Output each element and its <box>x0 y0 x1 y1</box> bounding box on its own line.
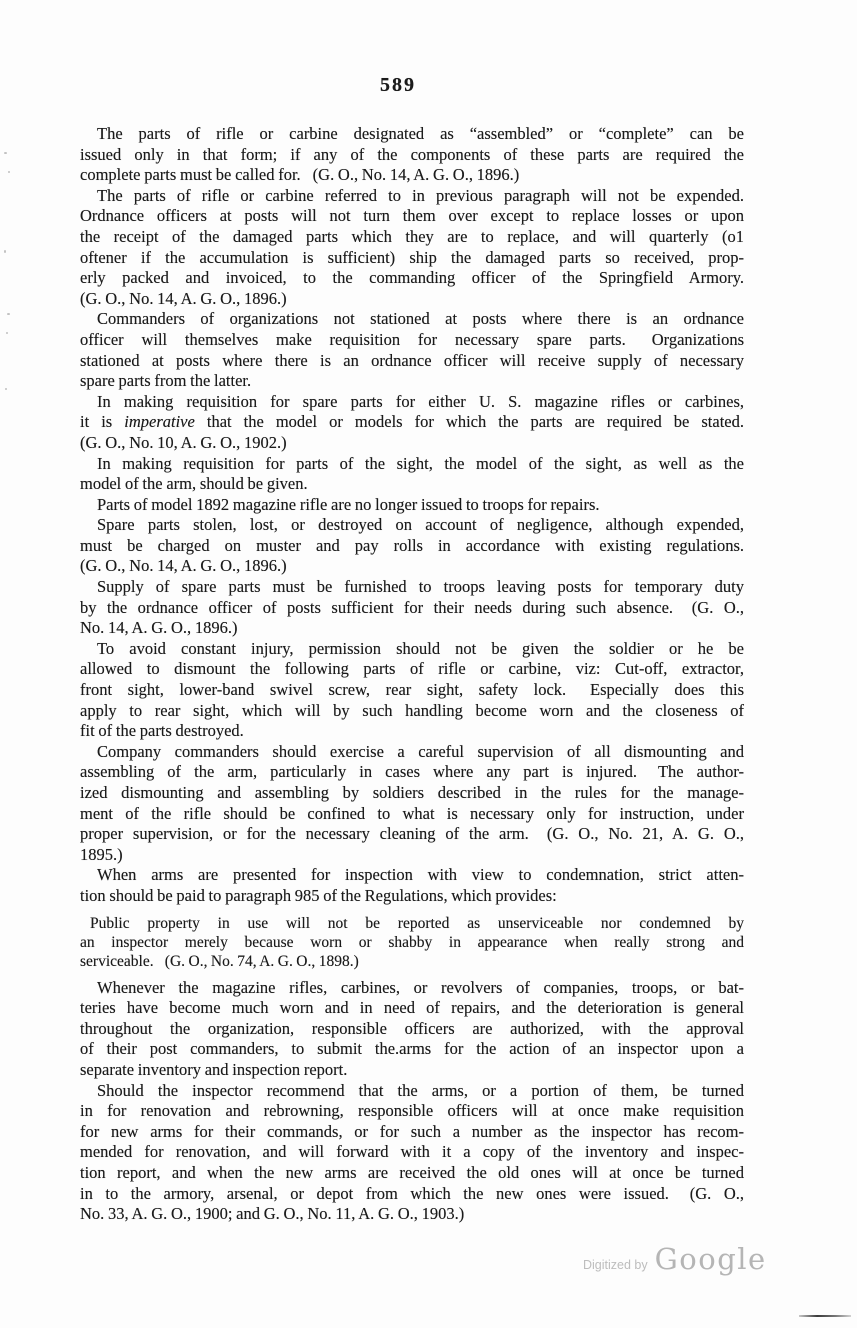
scan-artifact-line <box>799 1315 851 1317</box>
paragraph <box>80 865 744 906</box>
text-line: Spare parts stolen, lost, or destroyed on account of negligence, although expended, <box>97 515 744 535</box>
page-content <box>80 74 744 1225</box>
text-line: 1895.) <box>80 844 123 864</box>
text-line: must be charged on muster and pay rolls in accordance with existing regulations. <box>80 535 744 555</box>
text-line: The parts of rifle or carbine designated as “assembled” or “complete” can be <box>97 124 744 143</box>
text-line: stationed at posts where there is an ordnance officer will receive supply of necessary <box>80 350 744 370</box>
text-line: tion should be paid to paragraph 985 of the Regulations, which provides: <box>80 885 557 905</box>
text-line: allowed to dismount the following parts of rifle or carbine, viz: Cut-off, extractor, <box>80 659 744 679</box>
text-line: an inspector merely because worn or shabby in appearance when really strong and <box>80 933 744 951</box>
watermark <box>583 1242 767 1276</box>
paragraph <box>80 124 744 186</box>
scan-speck <box>8 171 10 173</box>
text-line: Commanders of organizations not stationed at posts where there is an ordnance <box>97 309 744 329</box>
text-line: In making requisition for parts of the sight, the model of the sight, as well as the <box>97 453 744 473</box>
text-line: Company commanders should exercise a careful supervision of all dismounting and <box>97 741 744 761</box>
paragraph <box>80 515 744 577</box>
scan-speck <box>7 313 10 315</box>
text-line: tion report, and when the new arms are received the old ones will at once be turned <box>80 1162 744 1182</box>
scan-speck <box>4 152 7 154</box>
text-line: serviceable. (G. O., No. 74, A. G. O., 1898.) <box>80 952 359 970</box>
scan-speck <box>6 332 8 334</box>
paragraph <box>80 1081 744 1225</box>
text-line: front sight, lower-band swivel screw, rear sight, safety lock. Especially does this <box>80 680 744 700</box>
paragraph <box>80 309 744 391</box>
text-line: Ordnance officers at posts will not turn them over except to replace losses or upon <box>80 206 744 226</box>
text-line: teries have become much worn and in need of repairs, and the deterioration is general <box>80 998 744 1018</box>
text-line: Supply of spare parts must be furnished to troops leaving posts for temporary duty <box>97 577 744 597</box>
text-line: in to the armory, arsenal, or depot from which the new ones were issued. (G. O., <box>80 1183 744 1203</box>
text-line: Public property in use will not be reported as unserviceable nor condemned by <box>90 914 744 932</box>
text-line: To avoid constant injury, permission should not be given the soldier or he be <box>97 638 744 658</box>
text-line: spare parts from the latter. <box>80 371 252 391</box>
text-line: Whenever the magazine rifles, carbines, or revolvers of companies, troops, or bat- <box>97 977 744 997</box>
text-line: officer will themselves make requisition for necessary spare parts. Organizations <box>80 329 744 349</box>
text-line: by the ordnance officer of posts sufficient for their needs during such absence. (G. O., <box>80 597 744 617</box>
text-line: throughout the organization, responsible officers are authorized, with the approval <box>80 1018 744 1038</box>
paragraph <box>80 495 744 516</box>
paragraph <box>80 186 744 310</box>
text-line: issued only in that form; if any of the components of these parts are required the <box>80 144 744 164</box>
text-line: oftener if the accumulation is sufficient) ship the damaged parts so received, prop- <box>80 247 744 267</box>
google-logo: Google <box>654 1242 767 1276</box>
text-line: separate inventory and inspection report. <box>80 1059 348 1079</box>
scan-speck <box>5 388 7 390</box>
paragraph <box>80 742 744 866</box>
text-line: (G. O., No. 14, A. G. O., 1896.) <box>80 556 287 576</box>
text-line: of their post commanders, to submit the.arms for the action of an inspector upon a <box>80 1039 744 1059</box>
digitized-by-label: Digitized by <box>583 1258 648 1272</box>
paragraph <box>80 914 744 971</box>
text-line: (G. O., No. 10, A. G. O., 1902.) <box>80 432 287 452</box>
text-line: In making requisition for spare parts for either U. S. magazine rifles or carbines, <box>97 391 744 411</box>
paragraph <box>80 454 744 495</box>
paragraph <box>80 577 744 639</box>
text-line: No. 33, A. G. O., 1900; and G. O., No. 11, A. G. O., 1903.) <box>80 1204 465 1224</box>
text-line: fit of the parts destroyed. <box>80 721 244 741</box>
text-line: ment of the rifle should be confined to what is necessary only for instruction, under <box>80 803 744 823</box>
text-line: (G. O., No. 14, A. G. O., 1896.) <box>80 288 287 308</box>
text-line: model of the arm, should be given. <box>80 474 308 494</box>
page-body <box>80 124 744 1225</box>
text-line: When arms are presented for inspection with view to condemnation, strict atten- <box>97 865 744 885</box>
text-line: No. 14, A. G. O., 1896.) <box>80 618 238 638</box>
paragraph <box>80 978 744 1081</box>
text-line: Should the inspector recommend that the arms, or a portion of them, be turned <box>97 1080 744 1100</box>
text-line: ized dismounting and assembling by soldiers described in the rules for the manage- <box>80 783 744 802</box>
text-line: proper supervision, or for the necessary cleaning of the arm. (G. O., No. 21, A. G. O., <box>80 824 744 844</box>
page-number: 589 <box>380 74 416 96</box>
paragraph <box>80 639 744 742</box>
text-line: it is imperative that the model or models for which the parts are required be stated. <box>80 412 744 432</box>
text-line: erly packed and invoiced, to the commanding officer of the Springfield Armory. <box>80 268 744 288</box>
text-line: the receipt of the damaged parts which they are to replace, and will quarterly (o1 <box>80 226 744 246</box>
text-line: The parts of rifle or carbine referred to in previous paragraph will not be expended. <box>97 185 744 205</box>
text-line: in for renovation and rebrowning, responsible officers will at once make requisition <box>80 1101 744 1121</box>
text-line: assembling of the arm, particularly in cases where any part is injured. The author- <box>80 762 744 782</box>
text-line: complete parts must be called for. (G. O., No. 14, A. G. O., 1896.) <box>80 165 520 185</box>
scan-speck <box>4 250 6 253</box>
paragraph <box>80 392 744 454</box>
text-line: mended for renovation, and will forward with it a copy of the inventory and inspec- <box>80 1142 744 1162</box>
text-line: apply to rear sight, which will by such handling become worn and the closeness of <box>80 700 744 720</box>
text-line: for new arms for their commands, or for such a number as the inspector has recom- <box>80 1121 744 1141</box>
text-line: Parts of model 1892 magazine rifle are no longer issued to troops for repairs. <box>97 494 600 514</box>
